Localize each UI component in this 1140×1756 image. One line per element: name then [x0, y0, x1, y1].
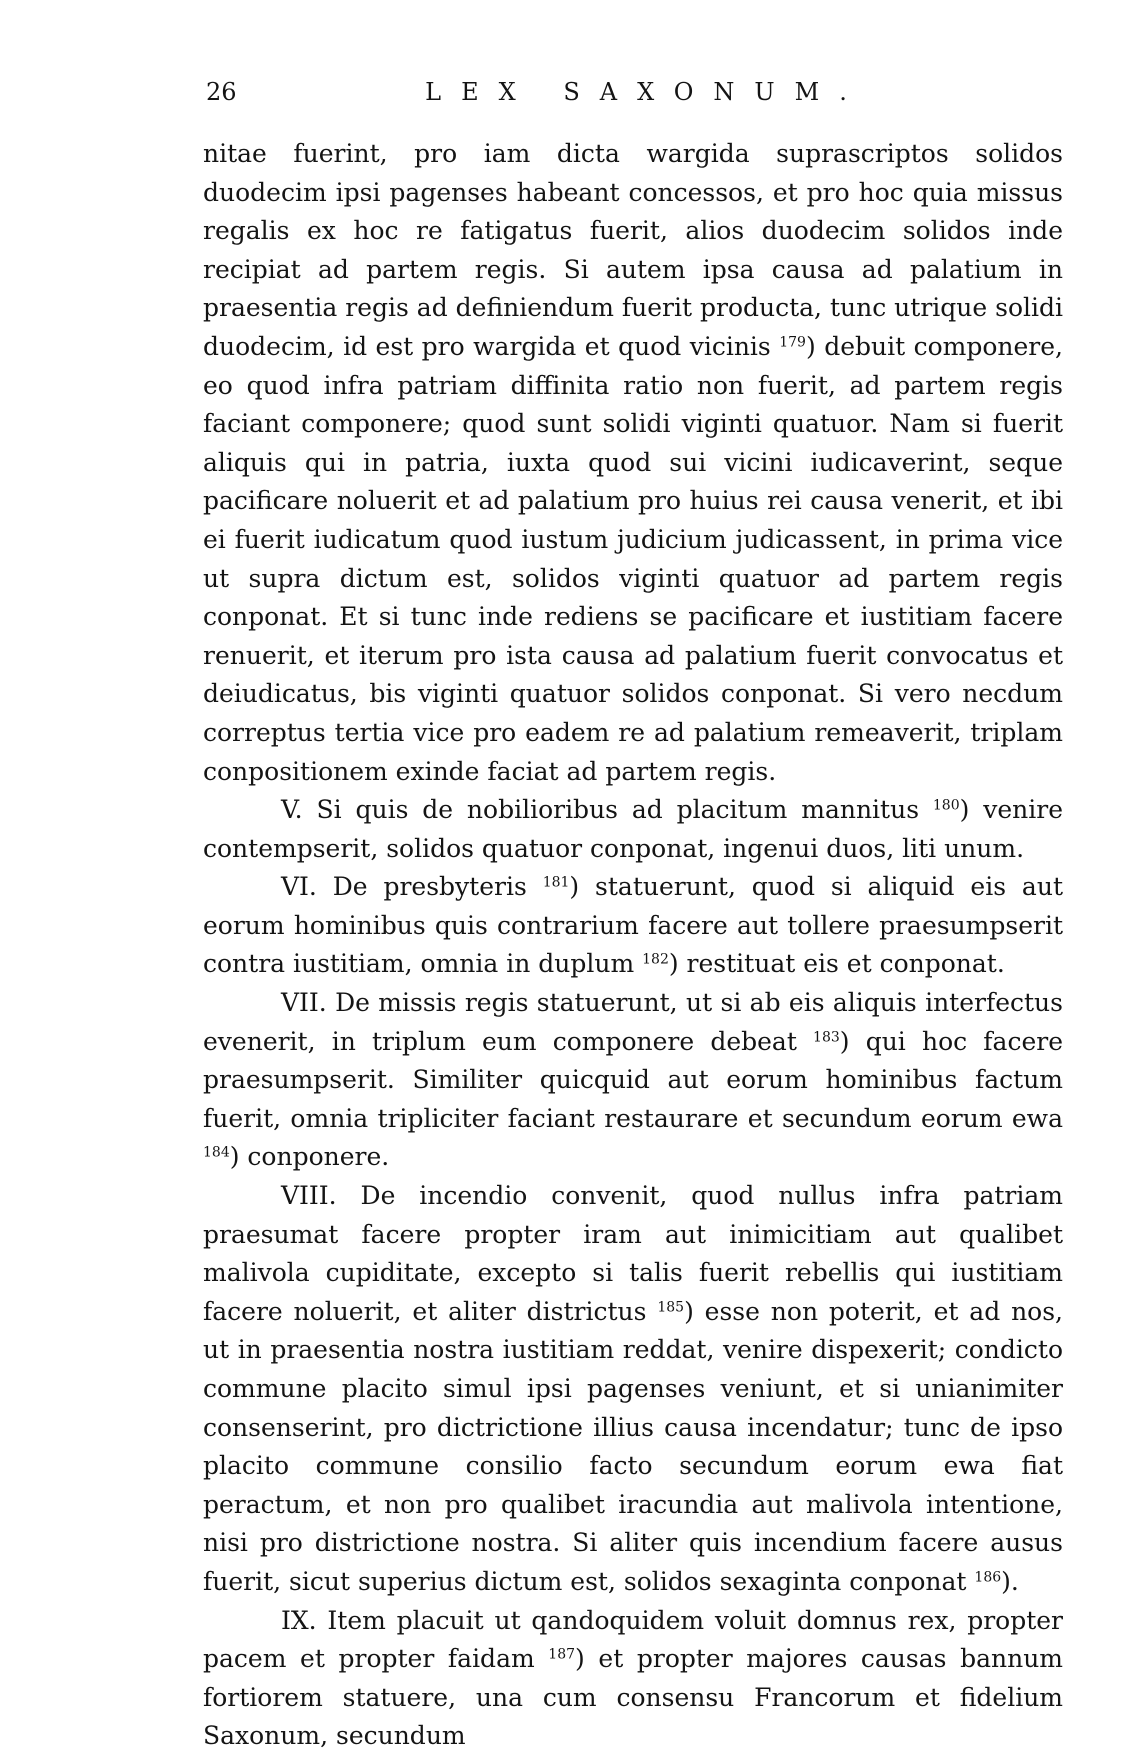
footnote-ref: 180	[932, 797, 960, 814]
paragraph	[203, 1177, 1063, 1602]
page-number: 26	[206, 78, 237, 106]
running-title: LEX SAXONUM.	[425, 78, 867, 106]
paragraph-text: V. Si quis de nobilioribus ad placitum mannitus	[281, 795, 933, 825]
paragraph	[203, 1602, 1063, 1756]
paragraph-text: VI. De presbyteris	[281, 872, 543, 902]
footnote-ref: 179	[779, 334, 806, 351]
paragraph-text: VIII. De incendio convenit, quod nullus infra patriam praesumat facere propter iram aut inimicitiam aut qualibet malivola cupiditate, excepto si talis fuerit rebellis qui iustitiam facere noluerit, et aliter districtus	[203, 1181, 1063, 1326]
paragraph-text: IX. Item placuit ut qandoquidem voluit domnus rex, propter pacem et propter faidam	[203, 1605, 1063, 1674]
paragraph-text: ) conponere.	[229, 1142, 390, 1172]
paragraph-text: ).	[1001, 1566, 1019, 1596]
paragraph-text: VII. De missis regis statuerunt, ut si ab eis aliquis interfectus evenerit, in triplum eum componere debeat	[203, 988, 1063, 1056]
footnote-ref: 183	[813, 1029, 840, 1046]
footnote-ref: 185	[657, 1299, 685, 1316]
footnote-ref: 181	[542, 874, 570, 891]
body-text	[203, 135, 1063, 1756]
footnote-ref: 182	[642, 952, 669, 969]
paragraph-text: ) venire contempserit, solidos quatuor conponat, ingenui duos, liti unum.	[203, 795, 1063, 863]
page-header	[206, 78, 1066, 108]
paragraph-text: ) statuerunt, quod si aliquid eis aut eorum hominibus quis contrarium facere aut tollere praesumpserit contra iustitiam, omnia in duplum	[203, 872, 1063, 979]
paragraph-text: ) et propter majores causas bannum fortiorem statuere, una cum consensu Francorum et fidelium Saxonum, secundum	[203, 1644, 1063, 1751]
paragraph-text: ) esse non poterit, et ad nos, ut in praesentia nostra iustitiam reddat, venire dispexerit; condicto commune placito simul ipsi pagenses veniunt, et si unianimiter consenserint, pro dictrictione illius causa incendatur; tunc de ipso placito commune consilio facto secundum eorum ewa fiat peractum, et non pro qualibet iracundia aut malivola intentione, nisi pro districtione nostra. Si aliter quis incendium facere ausus fuerit, sicut superius dictum est, solidos sexaginta conponat	[203, 1296, 1064, 1596]
paragraph-text: ) restituat eis et conponat.	[668, 949, 1005, 979]
paragraph	[203, 984, 1063, 1177]
paragraph-text: nitae fuerint, pro iam dicta wargida suprascriptos solidos duodecim ipsi pagenses habeant concessos, et pro hoc quia missus regalis ex hoc re fatigatus fuerit, alios duodecim solidos inde recipiat ad partem regis. Si autem ipsa causa ad palatium in praesentia regis ad definiendum fuerit producta, tunc utrique solidi duodecim, id est pro wargida et quod vicinis	[203, 139, 1063, 361]
paragraph-text: ) qui hoc facere praesumpserit. Similiter quicquid aut eorum hominibus factum fuerit, omnia tripliciter faciant restaurare et secundum eorum ewa	[203, 1026, 1063, 1133]
footnote-ref: 186	[974, 1569, 1002, 1586]
paragraph-text: ) debuit componere, eo quod infra patriam diffinita ratio non fuerit, ad partem regis faciant componere; quod sunt solidi viginti quatuor. Nam si fuerit aliquis qui in patria, iuxta quod sui vicini iudicaverint, seque pacificare noluerit et ad palatium pro huius rei causa venerit, et ibi ei fuerit iudicatum quod iustum judicium judicassent, in prima vice ut supra dictum est, solidos viginti quatuor ad partem regis conponat. Et si tunc inde rediens se pacificare et iustitiam facere renuerit, et iterum pro ista causa ad palatium fuerit convocatus et deiudicatus, bis viginti quatuor solidos conponat. Si vero necdum correptus tertia vice pro eadem re ad palatium remeaverit, triplam conpositionem exinde faciat ad partem regis.	[203, 331, 1064, 786]
paragraph	[203, 791, 1063, 868]
paragraph	[203, 135, 1063, 791]
footnote-ref: 184	[203, 1145, 230, 1162]
footnote-ref: 187	[548, 1646, 576, 1663]
paragraph	[203, 868, 1063, 984]
